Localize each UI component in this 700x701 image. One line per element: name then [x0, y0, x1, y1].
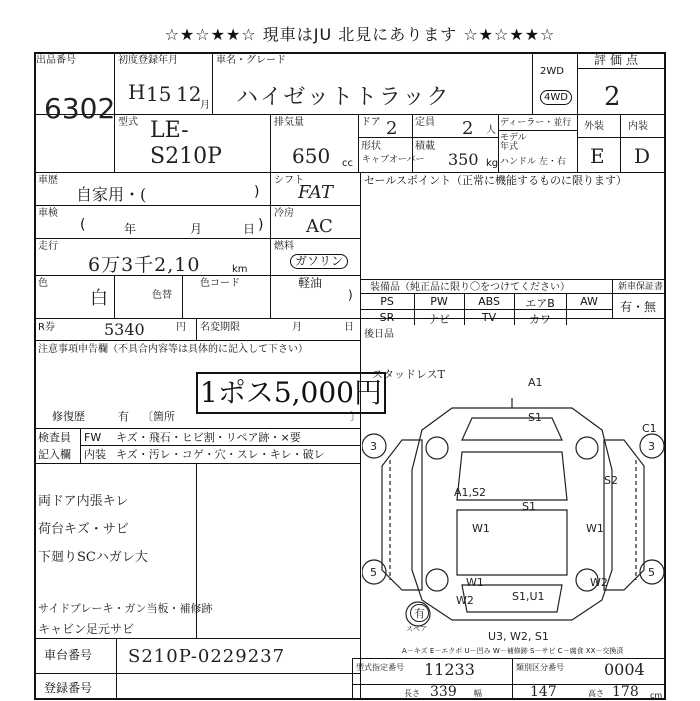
exterior-label: 外装 [584, 121, 604, 132]
studless-note: スタッドレスT [372, 368, 446, 381]
class-number-value: 0004 [604, 660, 645, 679]
first-reg-era: H [128, 80, 146, 104]
checker-fw: FW [84, 431, 102, 444]
repair-place-close: 〕 [350, 410, 361, 423]
recycle-label: R券 [38, 322, 55, 333]
checker-line1: キズ・飛石・ヒビ割・リペア跡・×要 [116, 431, 301, 444]
dmg-a1s2-left: A1,S2 [454, 486, 487, 499]
dmg-a1-front: A1 [528, 376, 543, 389]
shape-value: キャブオーバー [362, 155, 425, 165]
dmg-w1-right: W1 [586, 522, 604, 535]
sales-point-label: セールスポイント（正常に機能するものに限ります） [364, 174, 628, 187]
interior-grade: D [634, 144, 651, 168]
dmg-s1-center: S1 [522, 500, 536, 513]
registration-label: 登録番号 [44, 681, 93, 695]
new-warranty-label: 新車保証書 [618, 282, 664, 292]
dmg-w2-right: W2 [590, 576, 608, 589]
type-number-label: 型式指定番号 [356, 663, 404, 672]
dims-unit: cm [650, 691, 663, 700]
interior-label: 内装 [628, 121, 648, 132]
name-change-label: 名変期限 [200, 322, 240, 333]
recycle-value: 5340 [104, 320, 145, 339]
model-label: 型式 [118, 117, 138, 128]
first-reg-month-unit: 月 [200, 100, 210, 111]
width-label: 幅 [474, 689, 482, 698]
inspection-close: ) [258, 217, 264, 233]
equipment-label: 装備品（純正品に限り〇をつけてください） [370, 282, 570, 293]
model-year-label: モデル 年式 [500, 133, 527, 152]
inspection-open: ( [80, 217, 86, 233]
color-change-label: 色替 [152, 290, 172, 301]
mileage-unit: km [232, 264, 248, 275]
first-reg-month: 12 [176, 82, 202, 106]
first-reg-label: 初度登録年月 [118, 55, 178, 66]
banner: ☆★☆★★☆ 現車はJU 北見にあります ☆★☆★★☆ [164, 25, 556, 44]
history-close: ) [254, 184, 260, 200]
chassis-number: S210P-0229237 [128, 646, 286, 667]
fuel-gasoline: ガソリン [290, 254, 348, 269]
history-label: 車歴 [38, 175, 58, 186]
mileage-label: 走行 [38, 241, 58, 252]
inspection-year: 年 [124, 222, 137, 236]
drive-2wd: 2WD [540, 66, 564, 77]
entry-label: 記入欄 [38, 448, 71, 461]
load-unit: kg [486, 158, 499, 169]
dmg-s1-front: S1 [528, 411, 542, 424]
dmg-s2-right: S2 [604, 474, 618, 487]
dmg-3-right: 3 [648, 440, 655, 453]
inspection-month: 月 [190, 222, 203, 236]
note-line-3: 下廻りSCハガレ大 [38, 550, 148, 565]
fuel-diesel: 軽油 [298, 276, 323, 290]
repair-place-label: 〔箇所 [142, 410, 175, 423]
doors-value: 2 [386, 118, 398, 139]
rating-value: 2 [604, 82, 621, 112]
load-label: 積載 [415, 141, 435, 152]
height-value: 178 [612, 684, 639, 700]
dmg-w2-left: W2 [456, 594, 474, 607]
equip-aw: AW [580, 295, 598, 308]
checker-interior: 内装 [84, 448, 106, 461]
lot-label: 出品番号 [36, 55, 76, 66]
displacement-label: 排気量 [274, 117, 304, 128]
doors-label: ドア [361, 117, 381, 128]
recycle-unit: 円 [176, 322, 186, 333]
checker-line2: キズ・汚レ・コゲ・穴・スレ・キレ・破レ [116, 448, 325, 461]
note-line-4: サイドブレーキ・ガン当板・補修跡 [38, 602, 213, 615]
dmg-bottom: U3, W2, S1 [488, 630, 549, 643]
lot-number: 6302 [44, 92, 116, 125]
repair-history-label: 修復歴 [52, 410, 85, 423]
dmg-w1-left: W1 [472, 522, 490, 535]
type-number-value: 11233 [424, 660, 475, 679]
chassis-label: 車台番号 [44, 648, 93, 662]
mileage-value: 6万3千2,10 [88, 254, 201, 276]
equip-abs: ABS [478, 295, 500, 308]
color-value: 白 [90, 288, 108, 309]
equip-ps: PS [380, 295, 394, 308]
color-label: 色 [38, 278, 48, 289]
equip-airbag: エアB [525, 297, 555, 310]
damage-legend: A－キズ E－エクボ U－凹み W－補修跡 S－サビ C－腐食 XX－交換済 [402, 647, 624, 655]
capacity-label: 定員 [415, 117, 435, 128]
width-value: 147 [530, 684, 557, 700]
warranty-options: 有・無 [620, 300, 657, 314]
equip-tv: TV [481, 311, 497, 324]
equip-pw: PW [430, 295, 448, 308]
inspection-label: 車検 [38, 208, 58, 219]
shift-value: FAT [298, 182, 333, 203]
dmg-s1u1: S1,U1 [512, 590, 545, 603]
equip-sr: SR [379, 311, 395, 324]
class-number-label: 類別区分番号 [516, 663, 564, 672]
price-stamp: 1ポス5,000円 [196, 372, 386, 414]
handle-label: ハンドル 左・右 [500, 157, 566, 167]
cooling-label: 冷房 [274, 208, 294, 219]
history-value: 自家用・( [76, 185, 147, 204]
model-line1: LE- [150, 118, 189, 143]
equip-navi: ナビ [428, 313, 450, 326]
dmg-5-right: 5 [648, 566, 655, 579]
repair-history-value: 有 [118, 410, 129, 423]
spare-present: 有 [410, 604, 429, 622]
rating-label: 評価点 [594, 53, 643, 67]
length-value: 339 [430, 684, 457, 700]
notes-label: 注意事項申告欄（不具合内容等は具体的に記入して下さい） [38, 344, 308, 355]
checker-label: 検査員 [38, 431, 71, 444]
dmg-w1-rear: W1 [466, 576, 484, 589]
spare-label: スペア [406, 625, 427, 633]
note-line-2: 荷台キズ・サビ [38, 522, 129, 537]
name-label: 車名・グレード [216, 55, 286, 66]
load-value: 350 [448, 150, 479, 169]
car-name: ハイゼットトラック [236, 85, 451, 110]
drive-4wd: 4WD [540, 90, 572, 105]
cooling-value: AC [306, 216, 333, 237]
later-items-label: 後日品 [364, 329, 394, 340]
inspection-day: 日 [243, 222, 256, 236]
dmg-5-left: 5 [370, 566, 377, 579]
color-code-label: 色コード [200, 278, 240, 289]
capacity-unit: 人 [486, 125, 496, 136]
note-line-5: キャビン足元サビ [38, 622, 135, 636]
first-reg-year: 15 [146, 82, 172, 106]
shape-label: 形状 [361, 141, 381, 152]
displacement-unit: cc [342, 158, 353, 169]
note-line-1: 両ドア内張キレ [38, 494, 129, 509]
height-label: 高さ [588, 689, 604, 698]
equip-leather: カワ [529, 313, 551, 326]
dmg-3-left: 3 [370, 440, 377, 453]
capacity-value: 2 [462, 118, 474, 139]
model-line2: S210P [150, 144, 222, 169]
dmg-c1: C1 [642, 422, 657, 435]
fuel-close: ) [348, 288, 353, 302]
name-change-day: 日 [344, 322, 354, 333]
shift-label: シフト [274, 175, 304, 186]
length-label: 長さ [404, 689, 420, 698]
dealer-label: ディーラー・並行 [500, 118, 572, 128]
displacement-value: 650 [292, 144, 331, 168]
name-change-month: 月 [292, 322, 302, 333]
exterior-grade: E [590, 144, 605, 168]
fuel-label: 燃料 [274, 241, 294, 252]
